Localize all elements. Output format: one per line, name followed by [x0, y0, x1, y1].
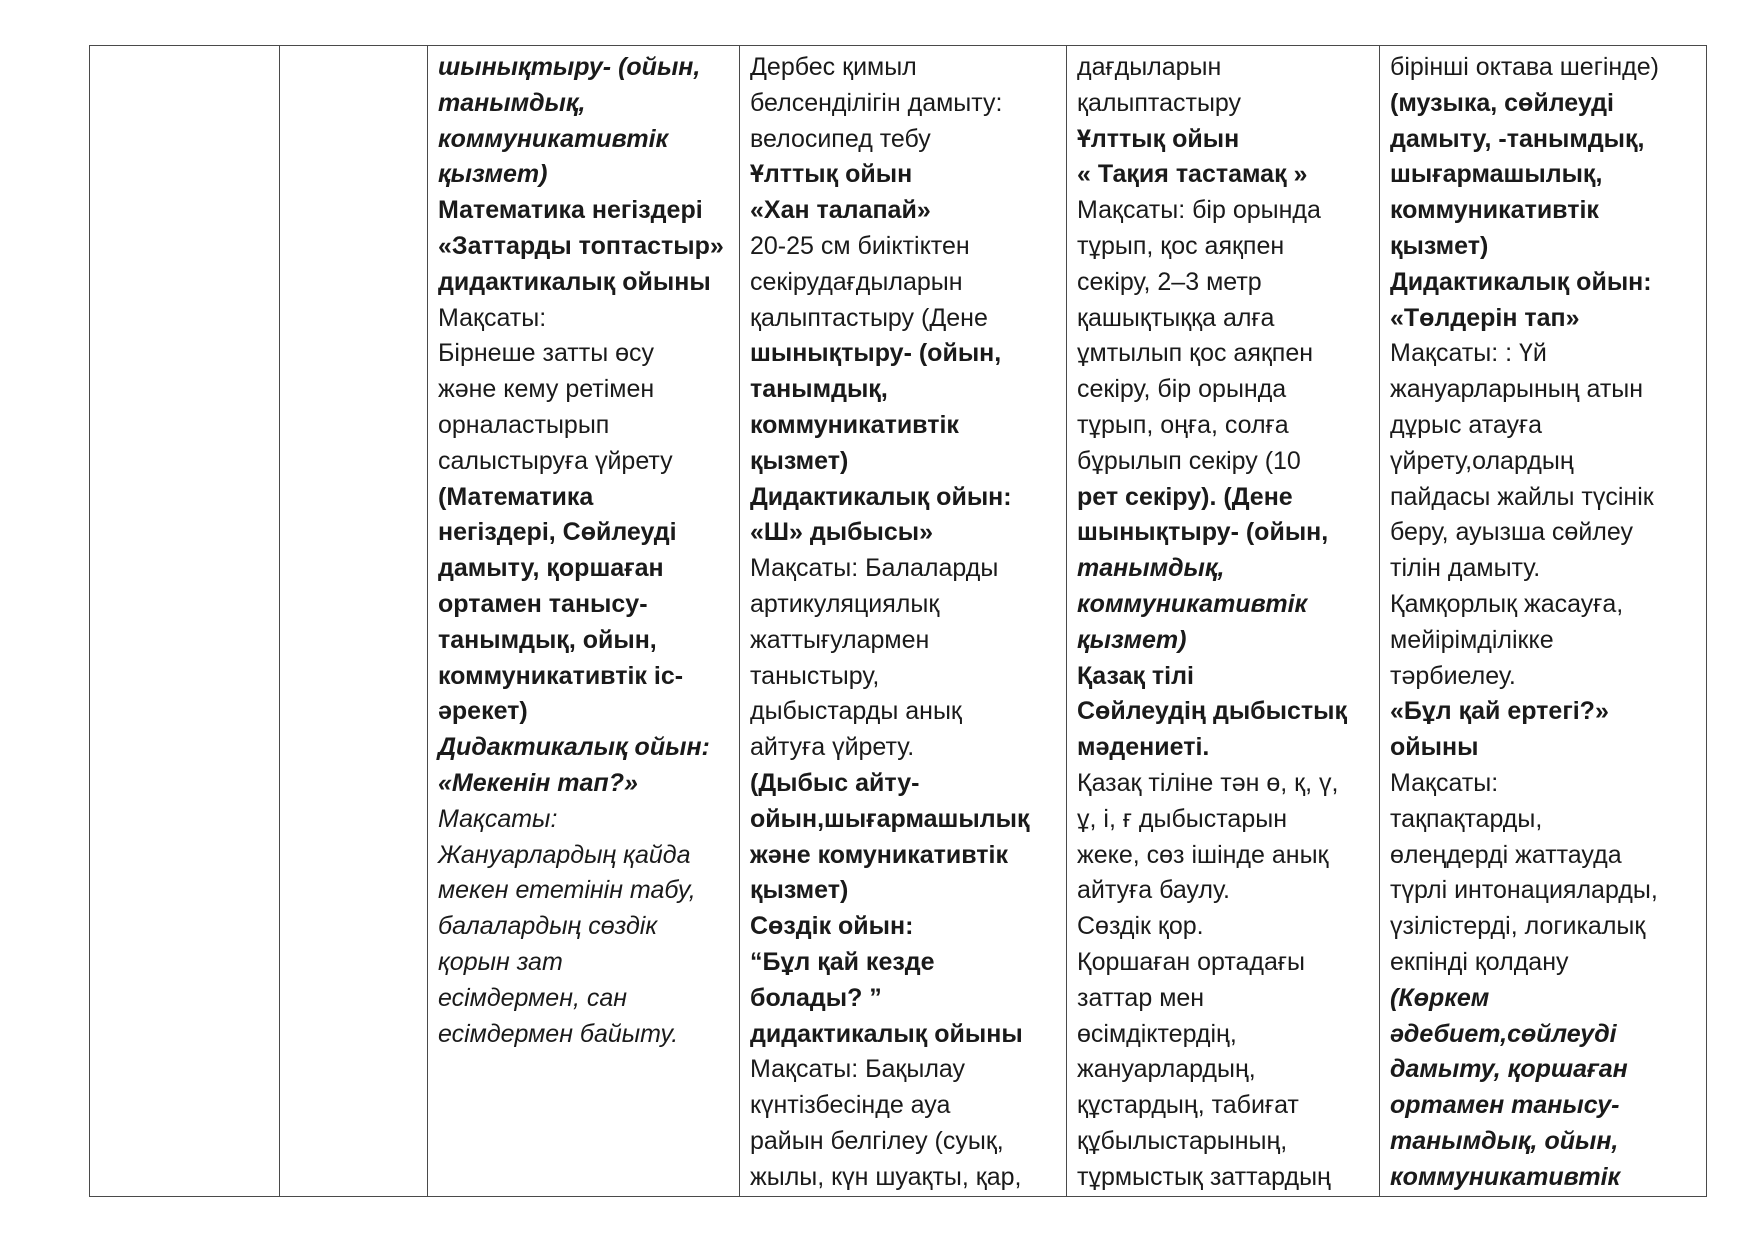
text-line: тұрып, оңға, солға	[1077, 410, 1289, 439]
text-line: құстардың, табиғат	[1077, 1091, 1299, 1120]
table-cell-col-1	[90, 46, 280, 1197]
text-line: тұрмыстық заттардың	[1077, 1162, 1331, 1191]
text-line: коммуникативтік	[1390, 1162, 1621, 1191]
text-line: 20-25 см биіктіктен	[750, 231, 970, 260]
text-line: белсенділігін дамыту:	[750, 88, 1003, 117]
text-line: Мақсаты: Балаларды	[750, 554, 999, 583]
text-line: Сөздік ойын:	[750, 912, 914, 941]
text-line: дамыту, -танымдық,	[1390, 124, 1645, 153]
text-line: ортамен танысу-	[1390, 1091, 1620, 1120]
text-line: « Тақия тастамақ »	[1077, 160, 1308, 189]
text-line: «Бұл қай ертегі?»	[1390, 697, 1609, 726]
text-line: артикуляциялық	[750, 589, 940, 618]
text-line: үзілістерді, логикалық	[1390, 912, 1646, 941]
table-cell-col-2	[280, 46, 428, 1197]
text-line: тақпақтарды,	[1390, 804, 1543, 833]
text-line: райын белгілеу (суық,	[750, 1126, 1004, 1155]
text-line: Дидактикалық ойын:	[438, 733, 710, 762]
text-line: дыбыстарды анық	[750, 697, 962, 726]
text-line: Дербес қимыл	[750, 53, 917, 81]
text-line: қызмет)	[750, 446, 849, 475]
text-line: жылы, күн шуақты, қар,	[750, 1162, 1022, 1191]
text-line: Қамқорлық жасауға,	[1390, 589, 1624, 618]
text-line: «Төлдерін тап»	[1390, 303, 1580, 332]
text-line: ұ, і, ғ дыбыстарын	[1077, 804, 1287, 833]
table-cell-col-3	[428, 46, 740, 1197]
text-line: (музыка, сөйлеуді	[1390, 88, 1614, 117]
text-line: Қазақ тілі	[1077, 661, 1194, 690]
text-line: орналастырып	[438, 410, 610, 439]
text-line: Сөздік қор.	[1077, 912, 1204, 941]
text-line: (Математика	[438, 482, 594, 511]
text-line: «Заттарды топтастыр»	[438, 231, 724, 260]
text-line: екпінді қолдану	[1390, 947, 1569, 976]
text-line: күнтізбесінде ауа	[750, 1091, 951, 1120]
text-line: Дидактикалық ойын:	[750, 482, 1012, 511]
text-line: түрлі интонацияларды,	[1390, 876, 1658, 905]
text-line: «Мекенін тап?»	[438, 768, 638, 797]
text-line: айтуға баулу.	[1077, 876, 1230, 905]
text-line: Мақсаты:	[438, 804, 558, 833]
text-line: есімдермен, сан	[438, 983, 628, 1012]
text-line: және кему ретімен	[438, 375, 655, 404]
text-line: беру, ауызша сөйлеу	[1390, 518, 1633, 547]
text-line: заттар мен	[1077, 983, 1205, 1012]
text-line: танымдық, ойын,	[438, 625, 657, 654]
text-line: әдебиет,сөйлеуді	[1390, 1019, 1617, 1048]
text-line: коммуникативтік	[1390, 196, 1599, 225]
text-line: мейірімділікке	[1390, 625, 1554, 654]
text-line: жануарлардың,	[1077, 1055, 1256, 1084]
text-line: Дидактикалық ойын:	[1390, 267, 1652, 296]
text-line: дидактикалық ойыны	[438, 267, 711, 296]
text-line: дамыту, қоршаған	[438, 554, 664, 583]
text-line: «Ш» дыбысы»	[750, 518, 934, 547]
text-line: “Бұл қай кезде	[750, 947, 935, 976]
text-line: қызмет)	[438, 160, 548, 189]
text-line: шығармашылық,	[1390, 160, 1603, 189]
text-line: мекен ететінін табу,	[438, 876, 696, 905]
text-line: танымдық, ойын,	[1390, 1126, 1619, 1155]
text-line: жануарларының атын	[1390, 375, 1644, 404]
text-line: коммуникативтік іс-	[438, 661, 684, 690]
text-line: шынықтыру- (ойын,	[1077, 518, 1329, 547]
text-line: секіру, бір орында	[1077, 375, 1287, 404]
text-line: қалыптастыру (Дене	[750, 303, 988, 332]
text-line: есімдермен байыту.	[438, 1019, 679, 1048]
text-line: велосипед тебу	[750, 124, 931, 153]
text-line: Мақсаты: : Үй	[1390, 339, 1547, 368]
text-line: болады? ”	[750, 983, 882, 1012]
text-line: Жануарлардың қайда	[438, 840, 691, 869]
plan-table	[89, 45, 1707, 1197]
text-line: тілін дамыту.	[1390, 554, 1541, 583]
text-line: коммуникативтік	[438, 124, 669, 153]
text-line: Мақсаты: бір орында	[1077, 196, 1321, 225]
text-line: Ұлттық ойын	[1077, 124, 1240, 153]
text-line: салыстыруға үйрету	[438, 446, 673, 475]
text-line: танымдық,	[750, 375, 888, 404]
text-line: тұрып, қос аяқпен	[1077, 231, 1285, 260]
text-line: дамыту, қоршаған	[1390, 1055, 1628, 1084]
text-line: тәрбиелеу.	[1390, 661, 1516, 690]
text-line: Бірнеше затты өсу	[438, 339, 655, 368]
text-line: жеке, сөз ішінде анық	[1077, 840, 1329, 869]
text-line: ойыны	[1390, 733, 1479, 762]
text-line: секіру, 2–3 метр	[1077, 267, 1262, 296]
text-line: айтуға үйрету.	[750, 733, 915, 762]
table-row	[90, 46, 1707, 1197]
text-line: ортамен танысу-	[438, 589, 648, 618]
text-line: коммуникативтік	[750, 410, 959, 439]
text-line: өсімдіктердің,	[1077, 1019, 1237, 1048]
text-line: секірудағдыларын	[750, 267, 963, 296]
text-line: және комуникативтік	[750, 840, 1009, 869]
text-line: коммуникативтік	[1077, 589, 1308, 618]
text-line: әрекет)	[438, 697, 528, 726]
text-line: мәдениеті.	[1077, 733, 1210, 762]
text-line: шынықтыру- (ойын,	[750, 339, 1002, 368]
text-line: қызмет)	[1390, 231, 1489, 260]
text-line: пайдасы жайлы түсінік	[1390, 482, 1654, 511]
text-line: қызмет)	[1077, 625, 1187, 654]
text-line: Қазақ тіліне тән ө, қ, ү,	[1077, 768, 1339, 797]
text-line: дағдыларын	[1077, 53, 1222, 81]
text-line: (Көркем	[1390, 983, 1490, 1012]
text-line: танымдық,	[438, 88, 586, 117]
text-line: Қоршаған ортадағы	[1077, 947, 1306, 976]
text-line: бірінші октава шегінде)	[1390, 53, 1659, 81]
text-line: қашықтыққа алға	[1077, 303, 1275, 332]
text-line: Мақсаты:	[1390, 768, 1499, 797]
text-line: жаттығулармен	[750, 625, 930, 654]
text-line: құбылыстарының,	[1077, 1126, 1288, 1155]
text-line: Мақсаты:	[438, 303, 547, 332]
text-line: таныстыру,	[750, 661, 880, 690]
text-line: Математика негіздері	[438, 196, 703, 225]
text-line: балалардың сөздік	[438, 912, 658, 941]
text-line: Ұлттық ойын	[750, 160, 913, 189]
text-line: қорын зат	[438, 947, 563, 976]
text-line: негіздері, Сөйлеуді	[438, 518, 677, 547]
text-line: қызмет)	[750, 876, 849, 905]
table-cell-col-4	[740, 46, 1067, 1197]
text-line: ұмтылып қос аяқпен	[1077, 339, 1314, 368]
text-line: Мақсаты: Бақылау	[750, 1055, 966, 1084]
text-line: үйрету,олардың	[1390, 446, 1574, 475]
text-line: (Дыбыс айту-	[750, 768, 920, 797]
text-line: Сөйлеудің дыбыстық	[1077, 697, 1347, 726]
text-line: танымдық,	[1077, 554, 1225, 583]
text-line: рет секіру). (Дене	[1077, 482, 1293, 511]
table-cell-col-6	[1380, 46, 1707, 1197]
text-line: шынықтыру- (ойын,	[438, 53, 701, 81]
text-line: «Хан талапай»	[750, 196, 931, 225]
text-line: өлеңдерді жаттауда	[1390, 840, 1622, 869]
text-line: ойын,шығармашылық	[750, 804, 1030, 833]
table-cell-col-5	[1067, 46, 1380, 1197]
text-line: дұрыс атауға	[1390, 410, 1543, 439]
text-line: бұрылып секіру (10	[1077, 446, 1301, 475]
text-line: дидактикалық ойыны	[750, 1019, 1023, 1048]
text-line: қалыптастыру	[1077, 88, 1242, 117]
